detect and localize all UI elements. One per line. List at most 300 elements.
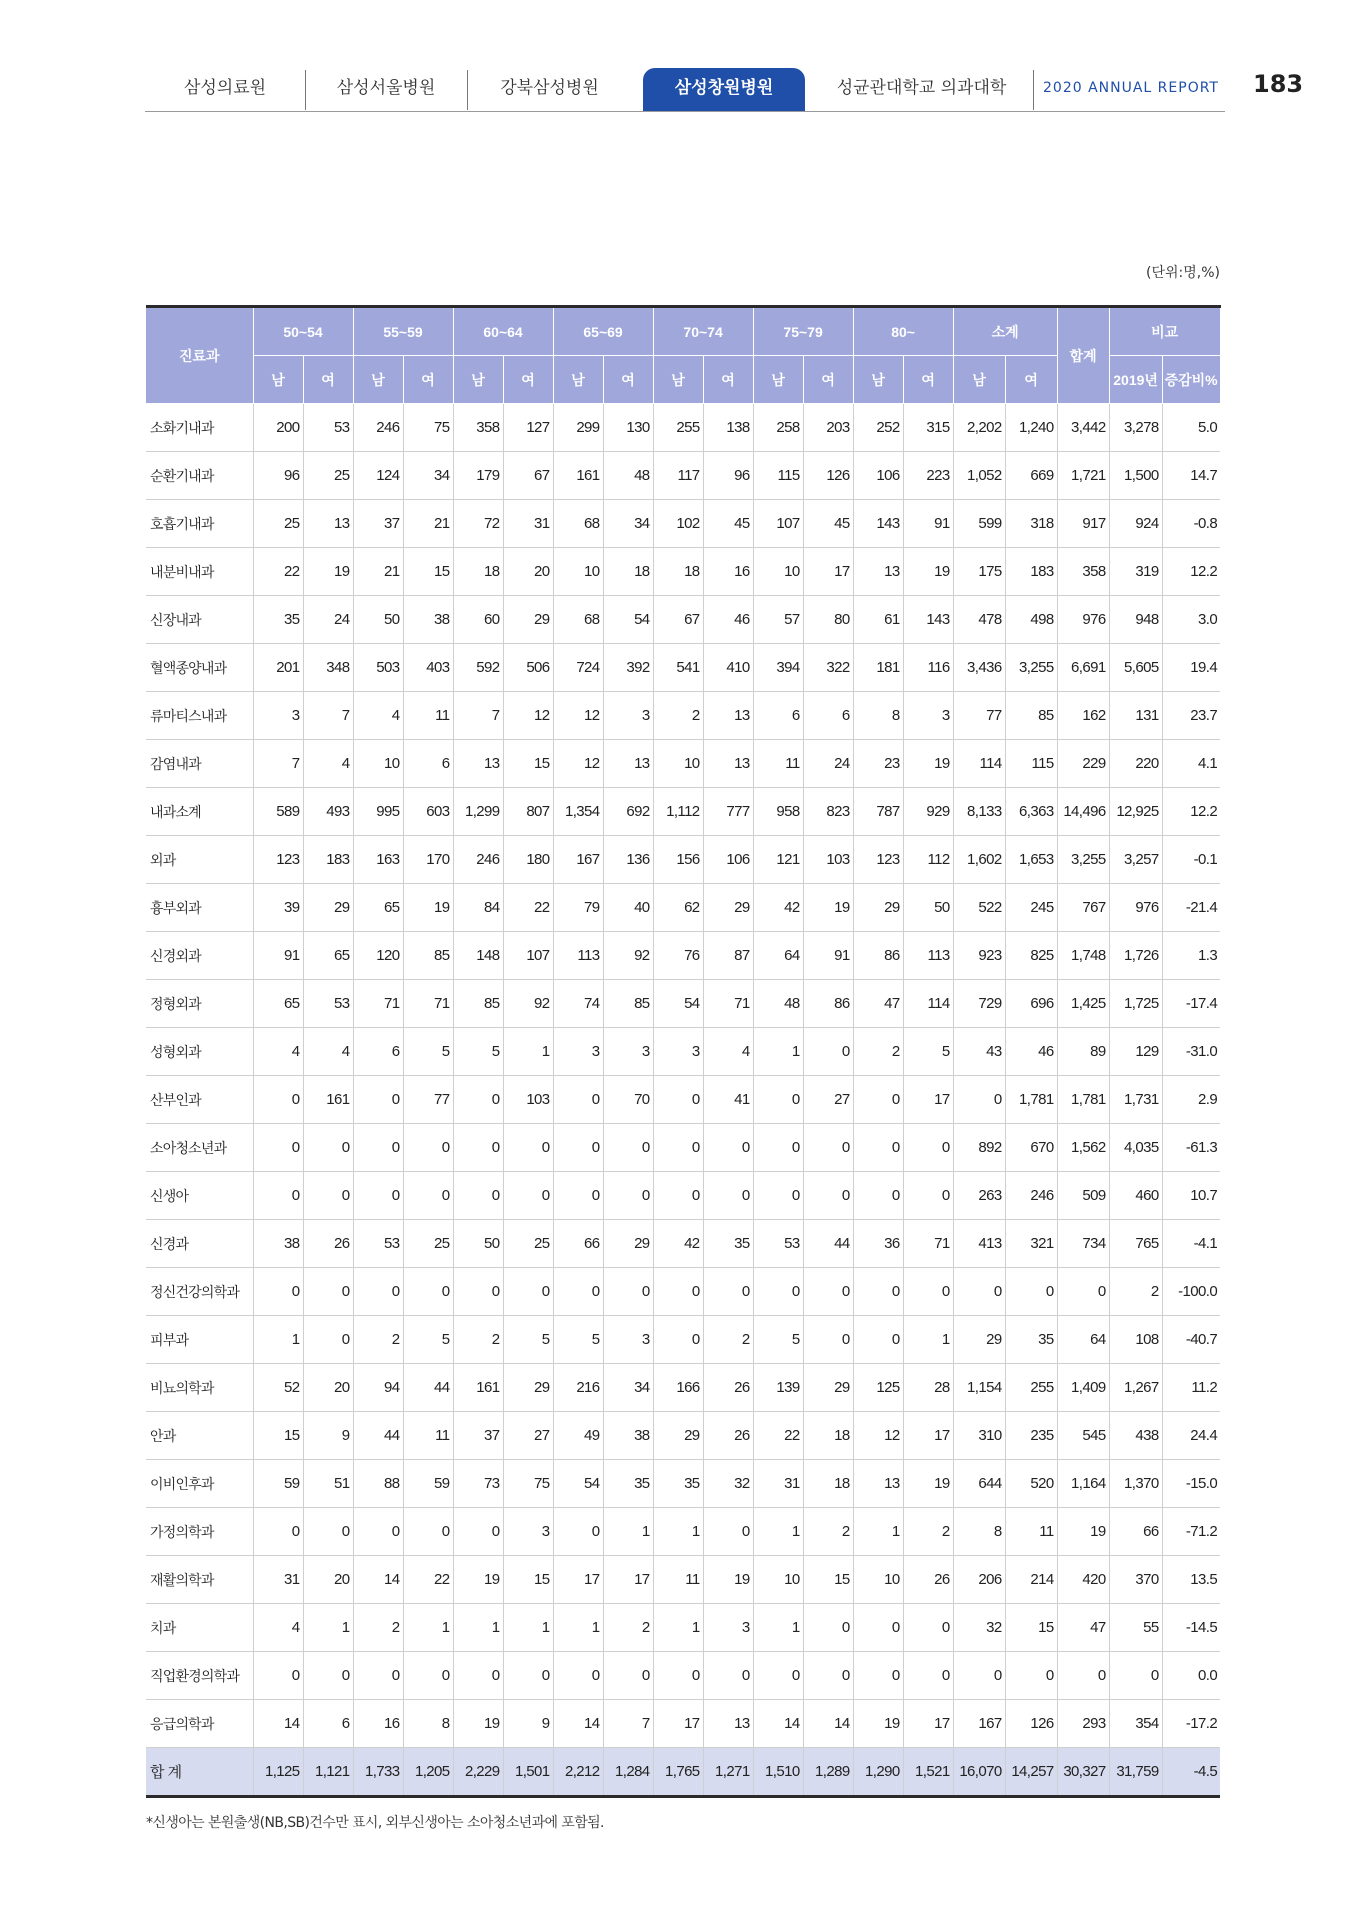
value-cell: 148 [453,932,503,980]
dept-name: 감염내과 [146,740,253,788]
value-cell: -0.8 [1162,500,1220,548]
value-cell: 0 [653,1316,703,1364]
value-cell: 167 [553,836,603,884]
table-row [146,836,1220,884]
value-cell: 1 [753,1508,803,1556]
table-row [146,1604,1220,1652]
value-cell: 354 [1109,1700,1162,1748]
value-cell: 2 [653,692,703,740]
header-group: 80~ [853,307,953,356]
value-cell: -14.5 [1162,1604,1220,1652]
value-cell: 79 [553,884,603,932]
value-cell: 1,765 [653,1748,703,1797]
value-cell: 62 [653,884,703,932]
value-cell: 358 [1057,548,1109,596]
value-cell: 17 [653,1700,703,1748]
value-cell: 438 [1109,1412,1162,1460]
header-male: 남 [753,356,803,404]
header-male: 남 [953,356,1005,404]
value-cell: 53 [303,980,353,1028]
value-cell: 1,284 [603,1748,653,1797]
value-cell: 47 [1057,1604,1109,1652]
value-cell: 74 [553,980,603,1028]
value-cell: 55 [1109,1604,1162,1652]
value-cell: 23.7 [1162,692,1220,740]
dept-name: 정형외과 [146,980,253,1028]
value-cell: 255 [653,404,703,452]
report-label: 2020 ANNUAL REPORT [1043,80,1219,96]
value-cell: 96 [253,452,303,500]
value-cell: 3 [653,1028,703,1076]
header-male: 남 [653,356,703,404]
value-cell: 29 [603,1220,653,1268]
header-female: 여 [603,356,653,404]
table-row [146,980,1220,1028]
value-cell: 0 [803,1604,853,1652]
value-cell: 87 [703,932,753,980]
value-cell: 0 [403,1508,453,1556]
value-cell: 0 [953,1652,1005,1700]
value-cell: 19 [703,1556,753,1604]
value-cell: 29 [653,1412,703,1460]
value-cell: 5 [403,1316,453,1364]
value-cell: 3 [503,1508,553,1556]
value-cell: 65 [303,932,353,980]
table-body [146,404,1220,1797]
value-cell: 10 [753,1556,803,1604]
value-cell: 10 [553,548,603,596]
value-cell: 35 [253,596,303,644]
value-cell: 1 [503,1604,553,1652]
value-cell: 16 [703,548,753,596]
value-cell: 6 [803,692,853,740]
table-row [146,692,1220,740]
tab-skku-medicine[interactable]: 성균관대학교 의과대학 [810,70,1034,110]
value-cell: 410 [703,644,753,692]
value-cell: 8,133 [953,788,1005,836]
value-cell: 1,725 [1109,980,1162,1028]
value-cell: 8 [953,1508,1005,1556]
table-row [146,1028,1220,1076]
value-cell: 26 [903,1556,953,1604]
value-cell: 2 [353,1604,403,1652]
value-cell: 166 [653,1364,703,1412]
value-cell: 3 [603,1028,653,1076]
value-cell: 509 [1057,1172,1109,1220]
value-cell: 64 [753,932,803,980]
value-cell: 40 [603,884,653,932]
value-cell: 0 [803,1124,853,1172]
dept-name: 피부과 [146,1316,253,1364]
value-cell: 50 [903,884,953,932]
value-cell: 4 [303,740,353,788]
value-cell: 0 [853,1652,903,1700]
value-cell: 11 [403,1412,453,1460]
value-cell: 0 [903,1652,953,1700]
value-cell: 6 [403,740,453,788]
value-cell: 86 [803,980,853,1028]
value-cell: 0 [253,1508,303,1556]
value-cell: 49 [553,1412,603,1460]
value-cell: 10 [353,740,403,788]
tab-samsung-seoul-hospital[interactable]: 삼성서울병원 [305,70,468,110]
value-cell: -17.2 [1162,1700,1220,1748]
value-cell: 38 [603,1412,653,1460]
value-cell: 246 [453,836,503,884]
value-cell: 36 [853,1220,903,1268]
value-cell: 73 [453,1460,503,1508]
value-cell: 106 [703,836,753,884]
dept-name: 류마티스내과 [146,692,253,740]
value-cell: 47 [853,980,903,1028]
value-cell: 4 [703,1028,753,1076]
dept-name: 비뇨의학과 [146,1364,253,1412]
dept-name: 혈액종양내과 [146,644,253,692]
value-cell: 11 [403,692,453,740]
value-cell: 0 [403,1124,453,1172]
dept-name: 호흡기내과 [146,500,253,548]
table-row [146,1556,1220,1604]
value-cell: 13 [303,500,353,548]
value-cell: 0 [903,1268,953,1316]
value-cell: 318 [1005,500,1057,548]
value-cell: 138 [703,404,753,452]
value-cell: 108 [1109,1316,1162,1364]
value-cell: 19 [803,884,853,932]
value-cell: 0 [303,1652,353,1700]
value-cell: 32 [953,1604,1005,1652]
value-cell: 0 [253,1172,303,1220]
value-cell: 0 [753,1124,803,1172]
value-cell: 24 [803,740,853,788]
value-cell: 6 [303,1700,353,1748]
value-cell: 86 [853,932,903,980]
value-cell: 11.2 [1162,1364,1220,1412]
value-cell: 94 [353,1364,403,1412]
value-cell: 0 [603,1172,653,1220]
value-cell: 18 [803,1460,853,1508]
value-cell: 1.3 [1162,932,1220,980]
value-cell: 19 [903,548,953,596]
value-cell: 5.0 [1162,404,1220,452]
value-cell: 102 [653,500,703,548]
value-cell: 2 [353,1316,403,1364]
value-cell: 17 [903,1700,953,1748]
value-cell: 1,271 [703,1748,753,1797]
value-cell: 34 [603,1364,653,1412]
value-cell: 8 [853,692,903,740]
value-cell: 20 [503,548,553,596]
value-cell: 1,289 [803,1748,853,1797]
value-cell: 16 [353,1700,403,1748]
value-cell: 85 [603,980,653,1028]
value-cell: 14 [353,1556,403,1604]
value-cell: 252 [853,404,903,452]
value-cell: 45 [803,500,853,548]
value-cell: 0 [553,1508,603,1556]
value-cell: 1,521 [903,1748,953,1797]
dept-name: 이비인후과 [146,1460,253,1508]
value-cell: 370 [1109,1556,1162,1604]
value-cell: 644 [953,1460,1005,1508]
value-cell: 6 [353,1028,403,1076]
dept-name: 소화기내과 [146,404,253,452]
value-cell: 1,721 [1057,452,1109,500]
value-cell: 7 [303,692,353,740]
value-cell: 0 [803,1268,853,1316]
value-cell: 84 [453,884,503,932]
value-cell: 7 [253,740,303,788]
value-cell: 12 [553,692,603,740]
value-cell: 28 [903,1364,953,1412]
value-cell: -40.7 [1162,1316,1220,1364]
value-cell: 0 [303,1124,353,1172]
value-cell: 29 [953,1316,1005,1364]
value-cell: 91 [253,932,303,980]
value-cell: 131 [1109,692,1162,740]
value-cell: 520 [1005,1460,1057,1508]
value-cell: 0 [453,1268,503,1316]
header-group: 50~54 [253,307,353,356]
value-cell: 26 [703,1364,753,1412]
value-cell: 112 [903,836,953,884]
value-cell: 117 [653,452,703,500]
value-cell: 38 [403,596,453,644]
value-cell: 0 [353,1268,403,1316]
value-cell: 68 [553,500,603,548]
value-cell: 64 [1057,1316,1109,1364]
value-cell: 19 [903,1460,953,1508]
value-cell: 31 [253,1556,303,1604]
value-cell: 0 [453,1652,503,1700]
value-cell: 589 [253,788,303,836]
value-cell: 37 [353,500,403,548]
table-row [146,932,1220,980]
value-cell: 1 [503,1028,553,1076]
value-cell: 823 [803,788,853,836]
dept-name: 응급의학과 [146,1700,253,1748]
value-cell: 18 [603,548,653,596]
header-year-2019: 2019년 [1109,356,1162,404]
dept-name: 흉부외과 [146,884,253,932]
value-cell: 506 [503,644,553,692]
value-cell: 0 [603,1652,653,1700]
value-cell: 50 [353,596,403,644]
value-cell: 1 [903,1316,953,1364]
value-cell: 0 [903,1124,953,1172]
value-cell: 11 [1005,1508,1057,1556]
value-cell: 17 [903,1076,953,1124]
table-row [146,1412,1220,1460]
value-cell: 0 [753,1172,803,1220]
value-cell: 10.7 [1162,1172,1220,1220]
value-cell: 948 [1109,596,1162,644]
header-male: 남 [453,356,503,404]
value-cell: 3.0 [1162,596,1220,644]
value-cell: 3 [603,1316,653,1364]
value-cell: 235 [1005,1412,1057,1460]
value-cell: 1,164 [1057,1460,1109,1508]
value-cell: 599 [953,500,1005,548]
value-cell: 5 [903,1028,953,1076]
table-row [146,548,1220,596]
value-cell: 53 [753,1220,803,1268]
value-cell: 10 [653,740,703,788]
value-cell: 181 [853,644,903,692]
value-cell: 48 [603,452,653,500]
value-cell: 319 [1109,548,1162,596]
value-cell: 1,409 [1057,1364,1109,1412]
value-cell: 214 [1005,1556,1057,1604]
value-cell: 29 [303,884,353,932]
value-cell: 0 [703,1652,753,1700]
value-cell: 787 [853,788,903,836]
value-cell: 0 [503,1652,553,1700]
value-cell: 14 [553,1700,603,1748]
value-cell: 115 [1005,740,1057,788]
table-row [146,1124,1220,1172]
value-cell: 0 [453,1508,503,1556]
value-cell: 156 [653,836,703,884]
value-cell: 183 [303,836,353,884]
table-row [146,404,1220,452]
value-cell: 13 [853,548,903,596]
value-cell: 71 [903,1220,953,1268]
dept-name: 합 계 [146,1748,253,1797]
value-cell: 70 [603,1076,653,1124]
value-cell: 59 [403,1460,453,1508]
header-female: 여 [1005,356,1057,404]
table-row [146,1316,1220,1364]
value-cell: 0 [553,1652,603,1700]
header-male: 남 [853,356,903,404]
value-cell: 0 [853,1604,903,1652]
value-cell: 3 [553,1028,603,1076]
value-cell: 21 [403,500,453,548]
value-cell: 1,653 [1005,836,1057,884]
table-row [146,1172,1220,1220]
value-cell: -15.0 [1162,1460,1220,1508]
value-cell: 0 [1057,1652,1109,1700]
table-row [146,1364,1220,1412]
header-total: 합계 [1057,307,1109,404]
value-cell: 522 [953,884,1005,932]
value-cell: 17 [903,1412,953,1460]
value-cell: 929 [903,788,953,836]
value-cell: 0 [1109,1652,1162,1700]
table-row [146,788,1220,836]
value-cell: 52 [253,1364,303,1412]
value-cell: 3 [903,692,953,740]
value-cell: 12 [503,692,553,740]
value-cell: 0 [903,1604,953,1652]
value-cell: 29 [853,884,903,932]
value-cell: 1 [453,1604,503,1652]
value-cell: 2 [1109,1268,1162,1316]
value-cell: 16,070 [953,1748,1005,1797]
value-cell: 126 [1005,1700,1057,1748]
value-cell: 26 [703,1412,753,1460]
value-cell: 5,605 [1109,644,1162,692]
value-cell: 113 [903,932,953,980]
value-cell: 958 [753,788,803,836]
value-cell: 0 [653,1172,703,1220]
value-cell: 18 [653,548,703,596]
value-cell: 10 [853,1556,903,1604]
value-cell: 120 [353,932,403,980]
value-cell: 3 [253,692,303,740]
value-cell: 0 [253,1268,303,1316]
value-cell: 5 [553,1316,603,1364]
value-cell: 1,510 [753,1748,803,1797]
tab-samsung-medical-center[interactable]: 삼성의료원 [145,70,306,110]
tab-kangbuk-samsung-hospital[interactable]: 강북삼성병원 [500,78,599,98]
value-cell: 14,257 [1005,1748,1057,1797]
value-cell: 392 [603,644,653,692]
value-cell: 1,781 [1057,1076,1109,1124]
value-cell: 88 [353,1460,403,1508]
value-cell: 113 [553,932,603,980]
value-cell: 13 [453,740,503,788]
header-male: 남 [353,356,403,404]
value-cell: 0 [303,1268,353,1316]
value-cell: 66 [553,1220,603,1268]
value-cell: 25 [403,1220,453,1268]
value-cell: 21 [353,548,403,596]
value-cell: 503 [353,644,403,692]
value-cell: 1,748 [1057,932,1109,980]
value-cell: 1 [403,1604,453,1652]
value-cell: 0 [753,1652,803,1700]
value-cell: 0 [703,1508,753,1556]
header-group: 65~69 [553,307,653,356]
value-cell: 0 [703,1124,753,1172]
value-cell: 0 [553,1172,603,1220]
value-cell: 2 [603,1604,653,1652]
value-cell: 7 [603,1700,653,1748]
dept-name: 산부인과 [146,1076,253,1124]
value-cell: 29 [803,1364,853,1412]
value-cell: 1,125 [253,1748,303,1797]
table-row [146,1268,1220,1316]
table-row [146,1220,1220,1268]
value-cell: 223 [903,452,953,500]
value-cell: 0 [353,1172,403,1220]
value-cell: 35 [1005,1316,1057,1364]
value-cell: 0 [853,1268,903,1316]
value-cell: 34 [603,500,653,548]
tab-samsung-changwon-hospital[interactable]: 삼성창원병원 [643,68,805,112]
value-cell: 71 [353,980,403,1028]
value-cell: 246 [353,404,403,452]
table-row [146,1076,1220,1124]
value-cell: 26 [303,1220,353,1268]
value-cell: 85 [1005,692,1057,740]
value-cell: 0.0 [1162,1652,1220,1700]
value-cell: 541 [653,644,703,692]
value-cell: 2 [703,1316,753,1364]
value-cell: 0 [553,1268,603,1316]
value-cell: 0 [1005,1652,1057,1700]
value-cell: 0 [453,1172,503,1220]
value-cell: 1 [753,1604,803,1652]
value-cell: 161 [553,452,603,500]
dept-name: 신생아 [146,1172,253,1220]
value-cell: 103 [803,836,853,884]
value-cell: 0 [303,1508,353,1556]
value-cell: 161 [303,1076,353,1124]
table-row [146,1700,1220,1748]
